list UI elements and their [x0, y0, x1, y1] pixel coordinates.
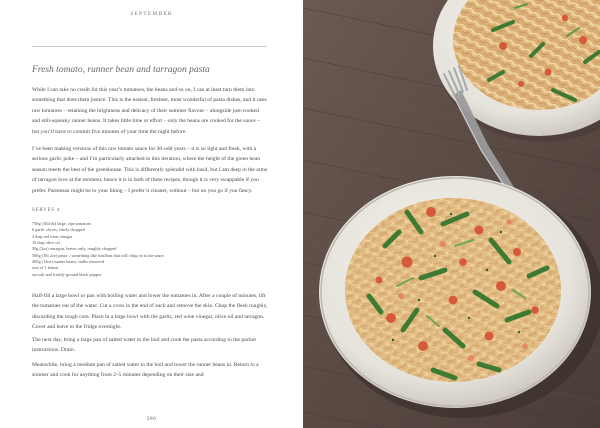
ingredient-item: 10 tbsp olive oil — [32, 240, 60, 246]
ingredient-item: 6 garlic cloves, finely chopped — [32, 227, 85, 233]
ingredient-item: 2 tbsp red wine vinegar — [32, 233, 73, 239]
serves-label: SERVES 4 — [32, 208, 61, 213]
ingredient-item: 50g (2oz) tarragon, leaves only, roughly chopped — [32, 246, 117, 252]
intro-paragraph-2: I’ve been making versions of this raw tomato sauce for 30-odd years – it is so light and fresh, with a serious garlic poke – and I’m particularly attached to this iteration, where the height of the green bean season meets the best of the greenhouse. This is differently splendid with basil, but I am deep in the arms of tarragon love at the moment, hence it is in both of these recipes, though it is very swappable if you prefer. Parmesan might be to your liking – I prefer it cleaner, without – but on you go if you fancy. — [32, 146, 268, 194]
method-step-3: Meanwhile, bring a medium pan of salted water to the boil and lower the runner beans in. Return to a simmer and cook for anything from 2–5 minutes depending on their size and — [32, 362, 259, 379]
method-step-1: Half-fill a large bowl or pan with boiling water and lower the tomatoes in. After a couple of minutes, lift the tomatoes out of the water. Cut a cross in the end of each and remove the skin. Chop the flesh roughly, discarding the tough core. Place in a large bowl with the garlic, red wine vinegar, olive oil and tarragon. Cover and leave in the fridge overnight. — [32, 293, 268, 331]
method-step-2: The next day, bring a large pan of salted water to the boil and cook the pasta according to the packet instructions. Drain. — [32, 337, 256, 354]
ingredient-list — [32, 221, 268, 278]
food-photo — [303, 0, 600, 428]
header-rule — [32, 46, 267, 47]
page-number: 286 — [146, 416, 157, 422]
ingredient-item: zest of 1 lemon — [32, 265, 59, 271]
running-head: SEPTEMBER — [130, 11, 173, 17]
ingredient-item: 500g (1lb 2oz) pasta – something like fusilloni that will cling on to the sauce — [32, 252, 164, 258]
ingredient-item: 400g (14oz) runner beans, stalks removed — [32, 259, 105, 265]
ingredient-item: sea salt and freshly ground black pepper — [32, 271, 102, 277]
recipe-title: Fresh tomato, runner bean and tarragon pasta — [32, 65, 210, 75]
intro-paragraph-1: While I can take no credit for this year’s tomatoes, the beans and so on, I can at least turn them into something that does them justice. This is the easiest, freshest, most wonderful of pasta dishes, and it uses raw tomatoes – retaining the brightness and delicacy of their summer flavour – alongside just-cooked and still-squeaky runner beans. It takes little time or effort – only the beans are cooked for the sauce – but you’ll have to commit five minutes of your time the night before. — [32, 87, 267, 135]
ingredient-item: 750g (1lb10z) large, ripe tomatoes — [32, 221, 92, 226]
